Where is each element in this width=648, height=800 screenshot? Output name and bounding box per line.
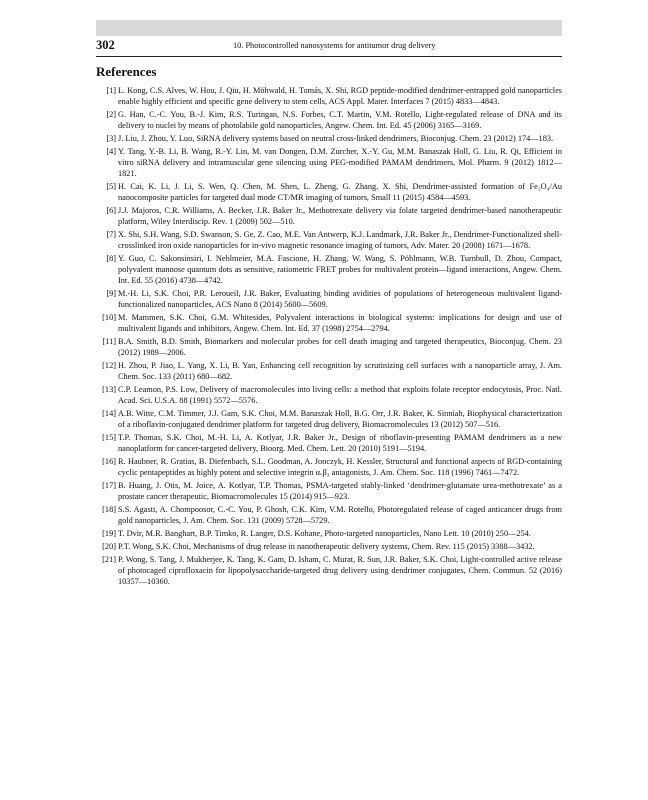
reference-item xyxy=(96,288,562,310)
reference-text: P.T. Wong, S.K. Choi, Mechanisms of drug release in nanotherapeutic delivery systems, Chem. Rev. 115 (2015) 3388—3432. xyxy=(118,542,535,551)
reference-number: [12] xyxy=(102,361,116,371)
reference-item xyxy=(96,85,562,107)
reference-item xyxy=(96,336,562,358)
reference-text: P. Wong, S. Tang, J. Mukherjee, K. Tang, K. Gam, D. Isham, C. Murat, R. Sun, J.R. Baker, S.K. Choi, Light-controlled active release of photocaged ciprofloxacin for lipopolysaccharide-targeted drug delivery using dendrimer conjugates, Chem. Commun. 52 (2016) 10357—10360. xyxy=(118,554,562,587)
reference-item xyxy=(96,229,562,251)
reference-list xyxy=(96,85,562,589)
reference-item xyxy=(96,480,562,502)
reference-text: S.S. Agasti, A. Chompoosor, C.-C. You, P. Ghosh, C.K. Kim, V.M. Rotello, Photoregulated release of caged anticancer drugs from gold nanoparticles, J. Am. Chem. Soc. 131 (2009) 5728—5729. xyxy=(118,505,562,526)
reference-number: [3] xyxy=(106,134,116,143)
reference-item xyxy=(96,528,562,539)
reference-item xyxy=(96,432,562,454)
reference-number: [19] xyxy=(102,529,116,539)
reference-text: T. Dvir, M.R. Banghart, B.P. Timko, R. Langer, D.S. Kohane, Photo-targeted nanoparticles, Nano Lett. 10 (2010) 250—254. xyxy=(118,529,531,539)
reference-item xyxy=(96,360,562,382)
reference-text: L. Kong, C.S. Alves, W. Hou, J. Qiu, H. Möhwald, H. Tomás, X. Shi, RGD peptide-modified dendrimer-entrapped gold nanoparticles enable highly efficient and specific gene delivery to stem cells, ACS Appl. Mater. Interfaces 7 (2015) 4833—4843. xyxy=(118,86,562,107)
page-number: 302 xyxy=(96,38,115,52)
reference-text: H. Zhou, P. Jiao, L. Yang, X. Li, B. Yan, Enhancing cell recognition by scrutinizing cell surfaces with a nanoparticle array, J. Am. Chem. Soc. 133 (2011) 680—682. xyxy=(118,361,562,382)
reference-number: [20] xyxy=(102,542,116,551)
reference-number: [16] xyxy=(102,457,116,467)
reference-text: X. Shi, S.H. Wang, S.D. Swanson, S. Ge, Z. Cao, M.E. Van Antwerp, K.J. Landmark, J.R. Baker Jr., Dendrimer-Functionalized shell-crosslinked iron oxide nanoparticles for in-vivo magnetic resonance imaging of tumors, Adv. Mater. 20 (2008) 1671—1678. xyxy=(118,230,562,251)
reference-number: [21] xyxy=(102,554,116,564)
reference-text: M.-H. Li, S.K. Choi, P.R. Leroueil, J.R. Baker, Evaluating binding avidities of populations of heterogeneous multivalent ligand-functionalized nanoparticles, ACS Nano 8 (2014) 5600—5609. xyxy=(118,289,562,310)
reference-text: B. Huang, J. Otis, M. Joice, A. Kotlyar, T.P. Thomas, PSMA-targeted stably-linked ‘dendrimer-glutamate urea-methotrexate’ as a prostate cancer therapeutic, Biomacromolecules 15 (2014) 915—923. xyxy=(118,481,562,502)
running-title: 10. Photocontrolled nanosystems for antitumor drug delivery xyxy=(233,41,436,50)
reference-text: G. Han, C.-C. You, B.-J. Kim, R.S. Turingan, N.S. Forbes, C.T. Martin, V.M. Rotello, Light-regulated release of DNA and its delivery to nuclei by means of photolabile gold nanoparticles, Angew. Chem. Int. Ed. 45 (2006) 3165—3169. xyxy=(118,110,562,131)
reference-number: [4] xyxy=(106,146,116,156)
reference-item xyxy=(96,181,562,203)
reference-item xyxy=(96,408,562,430)
reference-item xyxy=(96,312,562,334)
reference-item xyxy=(96,384,562,406)
reference-item xyxy=(96,146,562,180)
reference-text: T.P. Thomas, S.K. Choi, M.-H. Li, A. Kotlyar, J.R. Baker Jr., Design of riboflavin-presenting PAMAM dendrimers as a new nanoplatform for cancer-targeted delivery, Bioorg. Med. Chem. Lett. 20 (2010) 5191—5194. xyxy=(118,433,562,454)
reference-text: R. Haubner, R. Gratias, B. Diefenbach, S.L. Goodman, A. Jonczyk, H. Kessler, Structural and functional aspects of RGD-containing cyclic pentapeptides as highly potent and selective integrin αᵥβ₃ antagonists, J. Am. Chem. Soc. 118 (1996) 7461—7472. xyxy=(118,457,562,478)
reference-item xyxy=(96,541,562,552)
reference-text: A.B. Witte, C.M. Timmer, J.J. Gam, S.K. Choi, M.M. Banaszak Holl, B.G. Orr, J.R. Baker, K. Sinniah, Biophysical characterization of a riboflavin-conjugated dendrimer platform for targeted drug delivery, Biomacromolecules 13 (2012) 507—516. xyxy=(118,409,562,430)
reference-text: J.J. Majoros, C.R. Williams, A. Becker, J.R. Baker Jr., Methotrexate delivery via folate targeted dendrimer-based nanotherapeutic platform, Wiley Interdiscip. Rev. 1 (2009) 502—510. xyxy=(118,206,562,227)
reference-text: C.P. Leamon, P.S. Low, Delivery of macromolecules into living cells: a method that exploits folate receptor endocytosis, Proc. Natl. Acad. Sci. U.S.A. 88 (1991) 5572—5576. xyxy=(118,385,562,406)
reference-number: [6] xyxy=(106,206,116,215)
reference-number: [1] xyxy=(106,86,116,95)
reference-number: [13] xyxy=(102,385,116,395)
reference-item xyxy=(96,456,562,478)
reference-text: H. Cai, K. Li, J. Li, S. Wen, Q. Chen, M. Shen, L. Zheng, G. Zhang, X. Shi, Dendrimer-assisted formation of Fe₃O₄/Au nanocomposite particles for targeted dual mode CT/MR imaging of tumors, Small 11 (2015) 4584—4593. xyxy=(118,182,562,203)
reference-text: Y. Guo, C. Sakonsinsiri, I. Nehlmeier, M.A. Fascione, H. Zhang, W. Wang, S. Pöhlmann, W.B. Turnbull, D. Zhou, Compact, polyvalent mannose quantum dots as sensitive, ratiometric FRET probes for multivalent protein—ligand interactions, Angew. Chem. Int. Ed. 55 (2016) 4738—4742. xyxy=(118,254,562,286)
reference-number: [18] xyxy=(102,505,116,515)
reference-text: Y. Tang, Y.-B. Li, B. Wang, R.-Y. Lin, M. van Dongen, D.M. Zurcher, X.-Y. Gu, M.M. Banaszak Holl, G. Liu, R. Qi, Efficient in vitro siRNA delivery and intramuscular gene silencing using PEG-modified PAMAM dendrimers, Mol. Pharm. 9 (2012) 1812—1821. xyxy=(118,146,562,179)
section-title: References xyxy=(96,64,157,79)
reference-item xyxy=(96,133,562,144)
reference-item xyxy=(96,504,562,526)
reference-number: [14] xyxy=(102,409,116,419)
reference-text: J. Liu, J. Zhou, Y. Luo, SiRNA delivery systems based on neutral cross-linked dendrimers, Bioconjug. Chem. 23 (2012) 174—183. xyxy=(118,134,554,143)
reference-number: [15] xyxy=(102,433,116,443)
reference-number: [17] xyxy=(102,481,116,491)
reference-number: [2] xyxy=(106,110,116,119)
header-bar xyxy=(96,20,562,36)
reference-number: [8] xyxy=(106,254,116,263)
reference-number: [5] xyxy=(106,182,116,191)
reference-item xyxy=(96,253,562,287)
reference-number: [9] xyxy=(106,289,116,299)
reference-item xyxy=(96,205,562,227)
reference-item xyxy=(96,554,562,588)
header-rule xyxy=(96,56,562,57)
reference-item xyxy=(96,109,562,131)
reference-number: [7] xyxy=(106,230,116,239)
reference-text: M. Mammen, S.K. Choi, G.M. Whitesides, Polyvalent interactions in biological systems: implications for design and use of multivalent ligands and inhibitors, Angew. Chem. Int. Ed. 37 (1998) 2754—2794. xyxy=(118,313,562,334)
reference-number: [10] xyxy=(102,313,116,323)
reference-text: B.A. Smith, B.D. Smith, Biomarkers and molecular probes for cell death imaging and targeted therapeutics, Bioconjug. Chem. 23 (2012) 1989—2006. xyxy=(118,337,562,358)
reference-number: [11] xyxy=(102,337,116,347)
